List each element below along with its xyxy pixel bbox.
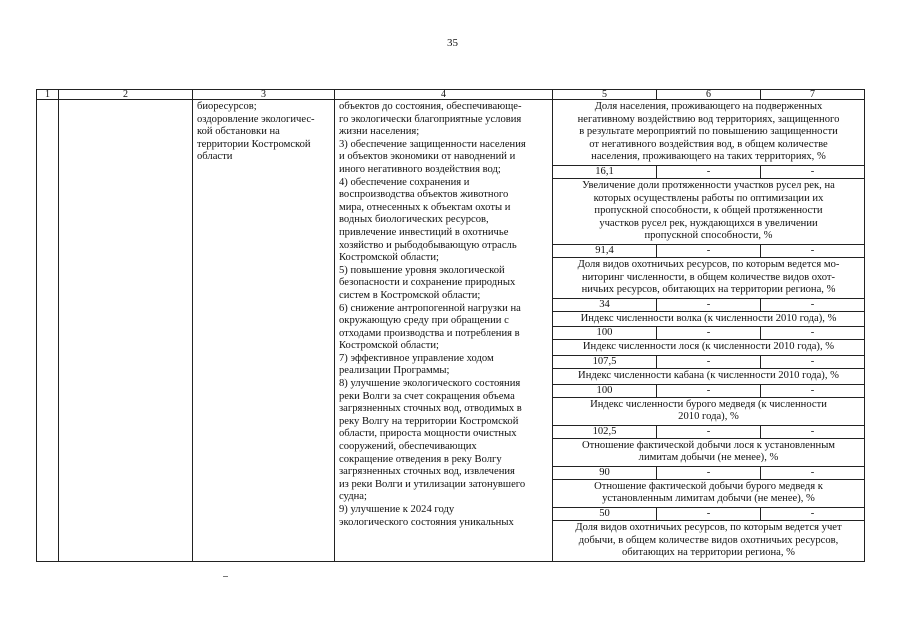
indicator-name-line: которых осуществлены работы по оптимизации их xyxy=(593,192,824,204)
column-1-cell xyxy=(37,100,59,562)
indicator-name xyxy=(553,178,865,244)
indicator-name-line: Индекс численности бурого медведя (к численности xyxy=(590,398,827,410)
indicator-name-line: обитающих на территории региона, % xyxy=(622,547,795,559)
indicator-value: 16,1 xyxy=(553,165,657,178)
goals-line: 6) снижение антропогенной нагрузки на xyxy=(339,302,521,314)
indicator-name-line: лимитам добычи (не менее), % xyxy=(638,452,779,464)
goals-line: реализации Программы; xyxy=(339,365,450,377)
tasks-line: оздоровление экологичес- xyxy=(197,113,315,125)
indicator-name-line: Доля населения, проживающего на подверженных xyxy=(594,101,823,112)
goals-line: реку Волгу на территории Костромской xyxy=(339,415,519,427)
indicator-value: - xyxy=(761,327,865,340)
indicator-value: - xyxy=(761,355,865,368)
indicator-value: 102,5 xyxy=(553,425,657,438)
indicator-name-line: Отношение фактической добычи бурого медведя к xyxy=(594,480,823,492)
indicator-value: - xyxy=(657,327,761,340)
indicator-name xyxy=(553,479,865,507)
column-number: 6 xyxy=(657,90,761,100)
indicator-value: - xyxy=(761,384,865,397)
indicator-name-line: в результате мероприятий по повышению защищенности xyxy=(579,126,838,138)
goals-line: реки Волги за счет сокращения объема xyxy=(339,390,515,402)
goals-line: загрязненных сточных вод, отводимых в xyxy=(339,403,522,415)
indicator-value: - xyxy=(761,165,865,178)
goals-line: привлечение инвестиций в охотничье xyxy=(339,226,509,238)
indicator-name-line: от негативного воздействия вод, в общем количестве xyxy=(589,138,828,150)
goals-line: иного негативного воздействия вод; xyxy=(339,163,501,175)
indicator-value: - xyxy=(657,425,761,438)
indicator-value: - xyxy=(657,384,761,397)
indicator-value: 100 xyxy=(553,327,657,340)
indicator-value: 107,5 xyxy=(553,355,657,368)
goals-line: 8) улучшение экологического состояния xyxy=(339,378,521,390)
tasks-cell xyxy=(193,100,335,562)
indicator-value: - xyxy=(657,244,761,257)
indicator-value: - xyxy=(761,298,865,311)
indicator-value: 50 xyxy=(553,508,657,521)
indicator-value: 34 xyxy=(553,298,657,311)
column-number: 1 xyxy=(37,90,59,100)
goals-line: жизни населения; xyxy=(339,126,420,138)
indicator-name xyxy=(553,521,865,562)
indicator-value: - xyxy=(657,165,761,178)
tasks-line: биоресурсов; xyxy=(197,101,257,112)
indicator-name xyxy=(553,438,865,466)
indicator-value: - xyxy=(657,355,761,368)
indicator-value: - xyxy=(761,508,865,521)
scan-mark xyxy=(223,576,228,577)
indicator-name-line: Отношение фактической добычи лося к установленным xyxy=(581,439,836,451)
page-number: 35 xyxy=(447,37,458,49)
indicator-name-line: негативному воздействию вод территориях, защищенного xyxy=(577,113,840,125)
column-2-cell xyxy=(59,100,193,562)
column-number: 5 xyxy=(553,90,657,100)
indicator-name-line: 2010 года), % xyxy=(678,411,739,423)
indicator-name xyxy=(553,340,865,356)
goals-line: 9) улучшение к 2024 году xyxy=(339,504,455,515)
goals-line: и объектов экономики от наводнений и xyxy=(339,151,516,163)
indicator-value: - xyxy=(657,298,761,311)
indicator-name xyxy=(553,311,865,327)
goals-line: воспроизводства объектов животного xyxy=(339,189,509,201)
indicator-value: - xyxy=(761,425,865,438)
indicator-name-line: Увеличение доли протяженности участков русел рек, на xyxy=(582,179,835,191)
indicator-name-line: населения, проживающего на таких территориях, % xyxy=(591,151,826,163)
indicator-name xyxy=(553,257,865,298)
indicator-name-line: участков русел рек, нуждающихся в увеличении xyxy=(599,217,818,229)
indicator-name-line: Доля видов охотничьих ресурсов, по которым ведется мо- xyxy=(577,258,840,270)
indicator-name-line: установленным лимитам добычи (не менее), % xyxy=(602,493,815,505)
goals-line: Костромской области; xyxy=(339,340,439,352)
column-number: 3 xyxy=(193,90,335,100)
goals-line: хозяйство и рыбодобывающую отрасль xyxy=(339,239,517,251)
goals-line: безопасности и сохранение природных xyxy=(339,277,516,289)
indicator-value: 100 xyxy=(553,384,657,397)
indicator-name-line: добычи, в общем количестве видов охотничьих ресурсов, xyxy=(578,534,839,546)
indicator-name-line: ниторинг численности, в общем количестве видов охот- xyxy=(581,271,836,283)
goals-line: Костромской области; xyxy=(339,252,439,264)
indicator-value: - xyxy=(657,466,761,479)
goals-cell xyxy=(335,100,553,562)
goals-line: судна; xyxy=(339,491,367,503)
indicator-name xyxy=(553,368,865,384)
column-number: 4 xyxy=(335,90,553,100)
goals-line: области, прироста мощности очистных xyxy=(339,428,517,440)
indicator-name-line: пропускной способности, к общей протяженности xyxy=(594,205,823,217)
indicator-value: - xyxy=(657,508,761,521)
indicator-name-line: ничьих ресурсов, обитающих на территории региона, % xyxy=(581,284,836,296)
indicator-name-line: Доля видов охотничьих ресурсов, по которым ведется учет xyxy=(575,522,842,534)
indicator-value: - xyxy=(761,244,865,257)
goals-line: окружающую среду при обращении с xyxy=(339,315,509,327)
goals-line: 7) эффективное управление ходом xyxy=(339,352,494,364)
goals-line: из реки Волги и утилизации затонувшего xyxy=(339,478,526,490)
indicator-name-line: Индекс численности лося (к численности 2010 года), % xyxy=(582,341,835,353)
goals-line: го экологически благоприятные условия xyxy=(339,113,522,125)
goals-line: 3) обеспечение защищенности населения xyxy=(339,138,526,150)
goals-line: объектов до состояния, обеспечивающе- xyxy=(339,101,522,112)
column-number: 7 xyxy=(761,90,865,100)
tasks-line: кой обстановки на xyxy=(197,126,280,138)
goals-line: 5) повышение уровня экологической xyxy=(339,264,505,276)
goals-line: экологического состояния уникальных xyxy=(339,516,514,528)
goals-line: систем в Костромской области; xyxy=(339,289,481,301)
indicator-name-line: Индекс численности кабана (к численности 2010 года), % xyxy=(578,369,839,381)
goals-line: загрязненных сточных вод, извлечения xyxy=(339,466,515,478)
goals-line: водных биологических ресурсов, xyxy=(339,214,489,226)
tasks-line: области xyxy=(197,151,233,163)
column-number: 2 xyxy=(59,90,193,100)
goals-line: сооружений, обеспечивающих xyxy=(339,441,477,453)
goals-line: отходами производства и потребления в xyxy=(339,327,520,339)
indicator-value: 91,4 xyxy=(553,244,657,257)
indicator-name-line: Индекс численности волка (к численности 2010 года), % xyxy=(580,312,837,324)
indicator-value: - xyxy=(761,466,865,479)
indicator-name xyxy=(553,100,865,166)
column-number-row xyxy=(37,90,865,100)
program-table xyxy=(36,89,865,562)
goals-line: 4) обеспечение сохранения и xyxy=(339,176,470,188)
indicator-name-line: пропускной способности, % xyxy=(644,230,773,242)
indicator-value: 90 xyxy=(553,466,657,479)
goals-line: мира, отнесенных к объектам охоты и xyxy=(339,201,511,213)
indicator-row xyxy=(37,100,865,166)
indicator-name xyxy=(553,397,865,425)
goals-line: сокращение отведения в реку Волгу xyxy=(339,453,502,465)
tasks-line: территории Костромской xyxy=(197,138,311,150)
